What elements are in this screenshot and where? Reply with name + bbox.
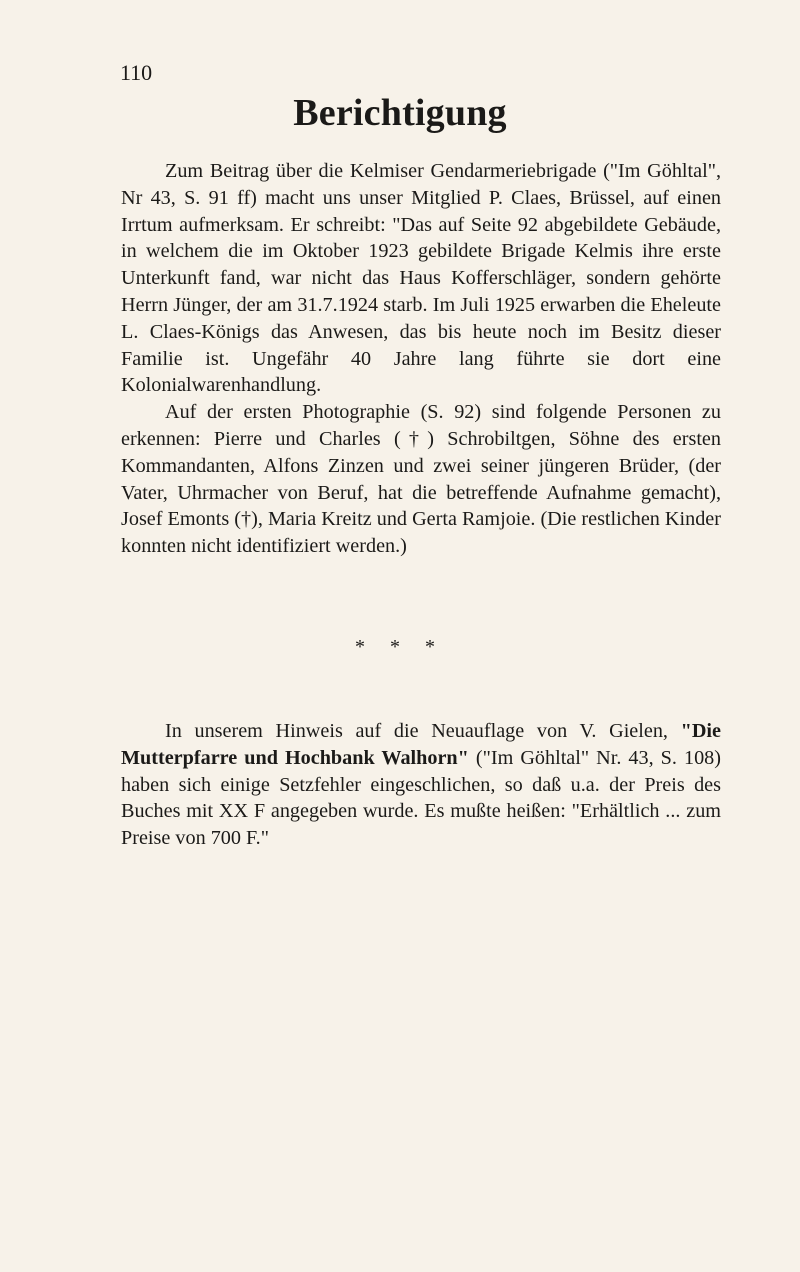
page-number: 110 [120,60,153,85]
correction-article [121,158,721,560]
paragraph-2: Auf der ersten Photographie (S. 92) sind folgende Personen zu erkennen: Pierre und Charles (†) Schrobiltgen, Söhne des ersten Kommandanten, Alfons Zinzen und zwei seiner jüngeren Brüder, (der Vater, Uhrmacher von Beruf, hat die betreffende Aufnahme gemacht), Josef Emonts (†), Maria Kreitz und Gerta Ramjoie. (Die restlichen Kinder konnten nicht identifiziert werden.) [121,401,721,558]
page-title: Berichtigung [293,92,507,134]
paragraph-3 [121,718,721,852]
paragraph-1: Zum Beitrag über die Kelmiser Gendarmeriebrigade ("Im Göhltal", Nr 43, S. 91 ff) macht uns unser Mitglied P. Claes, Brüssel, auf einen Irrtum aufmerksam. Er schreibt: "Das auf Seite 92 abgebildete Gebäude, in welchem die im Oktober 1923 gebildete Brigade Kelmis ihre erste Unterkunft fand, war nicht das Haus Kofferschläger, sondern gehörte Herrn Jünger, der am 31.7.1924 starb. Im Juli 1925 erwarben die Eheleute L. Claes-Königs das Anwesen, das bis heute noch im Besitz dieser Familie ist. Ungefähr 40 Jahre lang führte sie dort eine Kolonialwarenhandlung. [121,160,721,397]
paragraph-3-rest: ("Im Göhltal" Nr. 43, S. 108) haben sich einige Setzfehler eingeschlichen, so daß u.a. der Preis des Buches mit XX F angegeben wurde. Es mußte heißen: "Erhältlich ... zum Preise von 700 F." [121,746,721,850]
paragraph-3-intro: In unserem Hinweis auf die Neuauflage von V. Gielen, [165,720,681,742]
section-separator: * * * [355,636,445,658]
book-title: "Die Mutterpfarre und Hochbank Walhorn" [121,720,721,769]
correction-note [121,718,721,852]
